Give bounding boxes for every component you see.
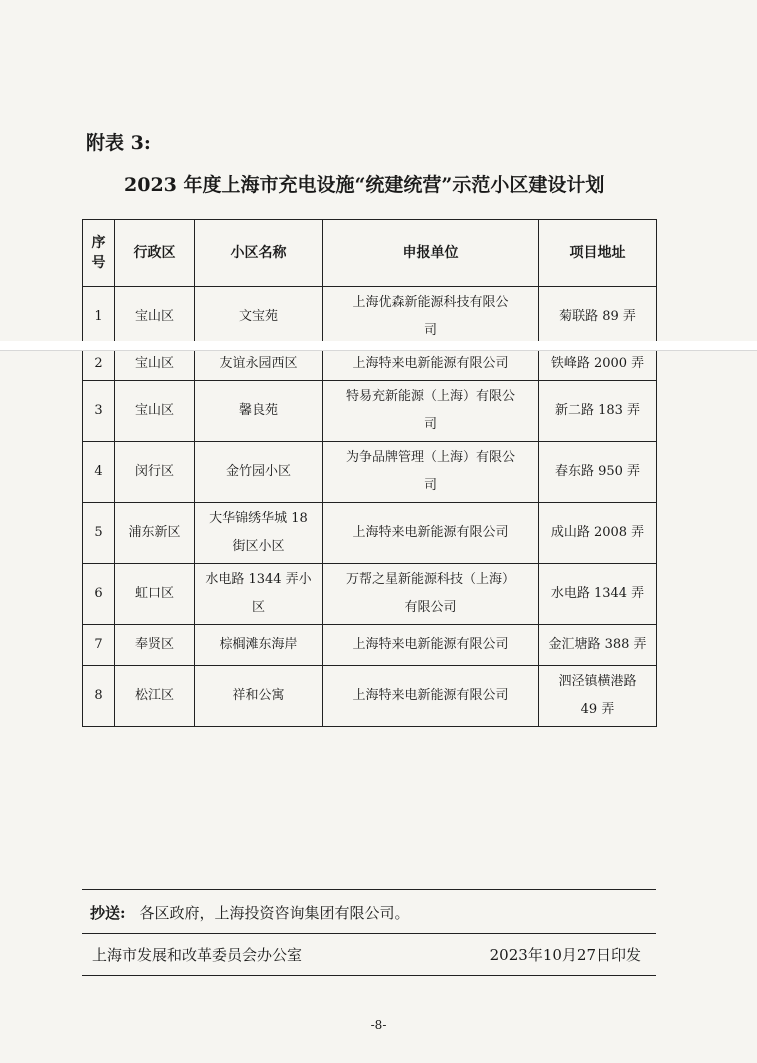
cell-seq: 7: [83, 625, 115, 666]
cell-line: 为争品牌管理（上海）有限公: [345, 450, 515, 465]
cell-district: 宝山区: [115, 348, 195, 381]
cell-line: 友谊永园西区: [219, 356, 298, 371]
cell-community: [195, 381, 323, 442]
cell-seq: 4: [83, 442, 115, 503]
header-address: 项目地址: [539, 220, 657, 287]
table-row: [83, 381, 657, 442]
table-row: [83, 442, 657, 503]
cell-community: [195, 503, 323, 564]
footer-middle-rule: [82, 933, 656, 934]
table-row: [83, 348, 657, 381]
cell-line: 上海特来电新能源有限公司: [352, 637, 509, 652]
cell-line: 新二路 183 弄: [554, 403, 641, 418]
cell-address: [539, 381, 657, 442]
table-row: [83, 625, 657, 666]
footer-bottom-rule: [82, 975, 656, 976]
table-row: [83, 666, 657, 727]
cell-applicant: [323, 287, 539, 348]
cell-line: 铁峰路 2000 弄: [550, 356, 645, 371]
cell-district: 浦东新区: [115, 503, 195, 564]
header-applicant: 申报单位: [323, 220, 539, 287]
cell-line: 特易充新能源（上海）有限公: [345, 389, 515, 404]
page-number: -8-: [370, 1018, 387, 1032]
cell-line: 春东路 950 弄: [554, 464, 641, 479]
cell-line: 49 弄: [580, 702, 615, 717]
cell-line: 万帮之星新能源科技（上海）: [345, 572, 515, 587]
cell-community: [195, 625, 323, 666]
cell-community: [195, 287, 323, 348]
cell-applicant: [323, 348, 539, 381]
issuer: 上海市发展和改革委员会办公室: [92, 946, 303, 964]
cell-line: 上海优森新能源科技有限公: [352, 295, 509, 310]
header-seq: [83, 220, 115, 287]
cell-address: [539, 503, 657, 564]
header-district: 行政区: [115, 220, 195, 287]
cell-community: [195, 348, 323, 381]
cell-line: 上海特来电新能源有限公司: [352, 525, 509, 540]
cell-line: 菊联路 89 弄: [559, 309, 636, 324]
cell-line: 金竹园小区: [225, 464, 291, 479]
cell-line: 街区小区: [232, 539, 285, 554]
footer-top-rule: [82, 889, 656, 890]
cell-line: 上海特来电新能源有限公司: [352, 356, 509, 371]
issue-date: 2023年10月27日印发: [489, 946, 641, 964]
cell-line: 馨良苑: [238, 403, 278, 418]
cell-community: [195, 442, 323, 503]
plan-table: [82, 219, 657, 727]
cell-address: [539, 564, 657, 625]
cell-line: 水电路 1344 弄: [550, 586, 645, 601]
cell-line: 司: [423, 417, 437, 432]
cell-address: [539, 625, 657, 666]
table-row: [83, 503, 657, 564]
cell-applicant: [323, 625, 539, 666]
cell-seq: 6: [83, 564, 115, 625]
cell-line: 上海特来电新能源有限公司: [352, 688, 509, 703]
cell-line: 泗泾镇横港路: [558, 674, 637, 689]
cell-community: [195, 666, 323, 727]
annex-label: 附表 3:: [86, 132, 151, 154]
table-header-row: [83, 220, 657, 287]
cell-district: 松江区: [115, 666, 195, 727]
cell-seq: 2: [83, 348, 115, 381]
cell-seq: 1: [83, 287, 115, 348]
cell-district: 奉贤区: [115, 625, 195, 666]
cell-district: 宝山区: [115, 381, 195, 442]
document-title: 2023 年度上海市充电设施“统建统营”示范小区建设计划: [124, 174, 605, 196]
cell-applicant: [323, 564, 539, 625]
cell-address: [539, 666, 657, 727]
cell-line: 水电路 1344 弄小: [205, 572, 312, 587]
cell-address: [539, 287, 657, 348]
cc-line: [90, 902, 410, 923]
cell-district: 虹口区: [115, 564, 195, 625]
cell-address: [539, 442, 657, 503]
cell-seq: 5: [83, 503, 115, 564]
cell-community: [195, 564, 323, 625]
table-row: [83, 287, 657, 348]
scan-artifact-band: [0, 341, 757, 350]
header-seq-top: 序: [91, 235, 106, 251]
scan-artifact-line: [0, 350, 757, 351]
cell-line: 祥和公寓: [232, 688, 285, 703]
cell-line: 大华锦绣华城 18: [209, 511, 308, 526]
header-seq-bottom: 号: [91, 255, 106, 271]
cell-line: 棕榈滩东海岸: [219, 637, 298, 652]
cc-label: 抄送:: [90, 904, 126, 922]
cell-applicant: [323, 666, 539, 727]
cell-applicant: [323, 503, 539, 564]
cell-line: 区: [251, 600, 265, 615]
cell-applicant: [323, 442, 539, 503]
cc-text: 各区政府，上海投资咨询集团有限公司。: [139, 904, 410, 922]
cell-district: 闵行区: [115, 442, 195, 503]
cell-line: 有限公司: [404, 600, 457, 615]
cell-address: [539, 348, 657, 381]
cell-district: 宝山区: [115, 287, 195, 348]
cell-applicant: [323, 381, 539, 442]
table-row: [83, 564, 657, 625]
cell-seq: 8: [83, 666, 115, 727]
cell-seq: 3: [83, 381, 115, 442]
cell-line: 文宝苑: [238, 309, 278, 324]
cell-line: 成山路 2008 弄: [550, 525, 645, 540]
cell-line: 金汇塘路 388 弄: [548, 637, 647, 652]
cell-line: 司: [423, 323, 437, 338]
cell-line: 司: [423, 478, 437, 493]
header-community: 小区名称: [195, 220, 323, 287]
